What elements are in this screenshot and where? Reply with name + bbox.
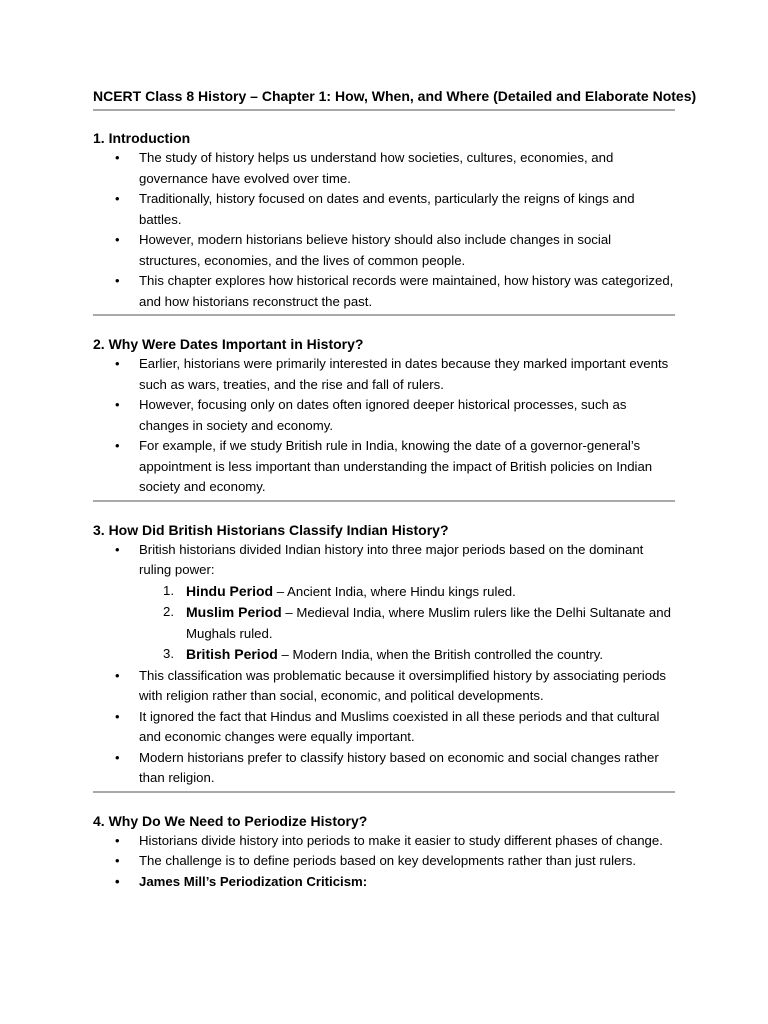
section-divider <box>93 314 675 316</box>
title-divider <box>93 109 675 111</box>
list-item: • However, modern historians believe history should also include changes in social structures, economies, and the lives of common people. <box>93 230 675 271</box>
period-description: – Modern India, when the British controlled the country. <box>277 647 604 662</box>
period-number: 3. <box>163 646 174 661</box>
period-list <box>139 581 675 666</box>
list-item: • Earlier, historians were primarily interested in dates because they marked important events such as wars, treaties, and the rise and fall of rulers. <box>93 354 675 395</box>
document-title: NCERT Class 8 History – Chapter 1: How, When, and Where (Detailed and Elaborate Notes) <box>93 88 697 104</box>
section-divider <box>93 500 675 502</box>
list-item: • Traditionally, history focused on dates and events, particularly the reigns of kings and battles. <box>93 189 675 230</box>
section-dates-importance <box>93 334 675 498</box>
section-heading: 1. Introduction <box>93 130 191 146</box>
list-item-bold: • James Mill’s Periodization Criticism: <box>93 872 675 893</box>
list-item: • It ignored the fact that Hindus and Muslims coexisted in all these periods and that cultural and economic changes were equally important. <box>93 707 675 748</box>
period-item <box>139 602 675 644</box>
bullet-list <box>93 540 675 789</box>
bullet-list <box>93 831 675 893</box>
period-number: 2. <box>163 604 174 619</box>
bullet-list <box>93 354 675 498</box>
period-term: Hindu Period <box>186 582 274 599</box>
period-term: British Period <box>186 646 278 662</box>
section-introduction <box>93 128 675 312</box>
list-item: • The challenge is to define periods based on key developments rather than just rulers. <box>93 851 675 872</box>
section-british-classification <box>93 520 675 789</box>
list-item: • The study of history helps us understand how societies, cultures, economies, and governance have evolved over time. <box>93 148 675 189</box>
period-description: – Medieval India, where Muslim rulers like the Delhi Sultanate and Mughals ruled. <box>186 605 671 641</box>
period-item <box>139 644 675 666</box>
list-item <box>93 540 675 666</box>
list-item: • This chapter explores how historical records were maintained, how history was categorized, and how historians reconstruct the past. <box>93 271 675 312</box>
period-term: Muslim Period <box>186 604 282 620</box>
section-periodize-history <box>93 811 675 893</box>
section-divider <box>93 791 675 793</box>
period-number: 1. <box>163 582 174 598</box>
section-heading: 3. How Did British Historians Classify Indian History? <box>93 521 449 538</box>
document-page <box>93 86 697 892</box>
period-description: – Ancient India, where Hindu kings ruled. <box>273 583 516 599</box>
list-item: • Modern historians prefer to classify history based on economic and social changes rather than religion. <box>93 748 675 789</box>
section-heading: 2. Why Were Dates Important in History? <box>93 336 364 352</box>
list-item-text: British historians divided Indian history into three major periods based on the dominant ruling power: <box>139 541 644 577</box>
list-item: • For example, if we study British rule in India, knowing the date of a governor-general’s appointment is less important than understanding the impact of British policies on Indian society and economy. <box>93 436 675 498</box>
list-item: • Historians divide history into periods to make it easier to study different phases of change. <box>93 831 675 852</box>
section-heading: 4. Why Do We Need to Periodize History? <box>93 812 368 829</box>
list-item: • However, focusing only on dates often ignored deeper historical processes, such as changes in society and economy. <box>93 395 675 436</box>
bullet-list <box>93 148 675 312</box>
period-item <box>139 581 675 603</box>
list-item: • This classification was problematic because it oversimplified history by associating periods with religion rather than social, economic, and political developments. <box>93 666 675 707</box>
